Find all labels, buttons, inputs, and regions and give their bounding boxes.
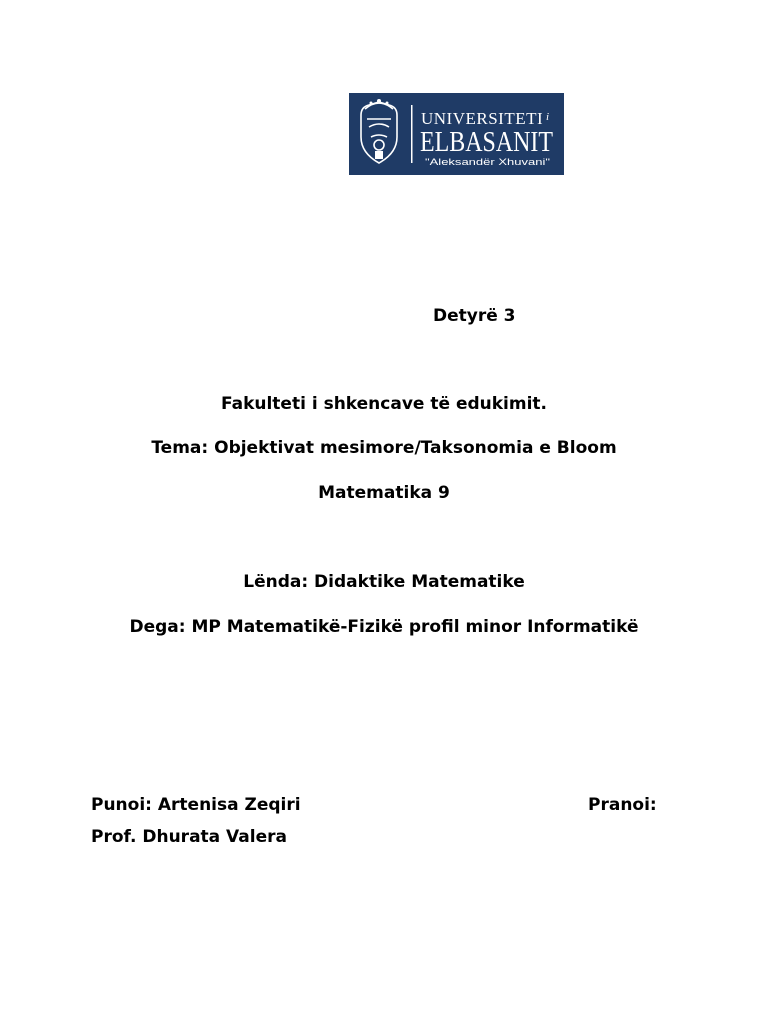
subject-class: Matematika 9 — [318, 483, 450, 503]
assignment-title: Detyrë 3 — [433, 306, 516, 326]
professor-line: Prof. Dhurata Valera — [91, 827, 287, 847]
department-line: Dega: MP Matematikë-Fizikë profil minor Informatikë — [129, 617, 639, 637]
logo-line2: ELBASANIT — [420, 127, 553, 158]
university-logo — [349, 93, 564, 175]
logo-line1: UNIVERSITETI — [421, 109, 544, 128]
course-line: Lënda: Didaktike Matematike — [243, 572, 525, 592]
received-label: Pranoi: — [588, 795, 657, 815]
faculty-name: Fakulteti i shkencave të edukimit. — [220, 394, 547, 414]
logo-line3: "Aleksandër Xhuvani" — [425, 157, 550, 168]
logo-line1-suffix: i — [546, 111, 550, 123]
university-crest-icon — [349, 93, 564, 175]
topic-line: Tema: Objektivat mesimore/Taksonomia e Bloom — [151, 438, 617, 458]
author-line: Punoi: Artenisa Zeqiri — [91, 795, 301, 815]
